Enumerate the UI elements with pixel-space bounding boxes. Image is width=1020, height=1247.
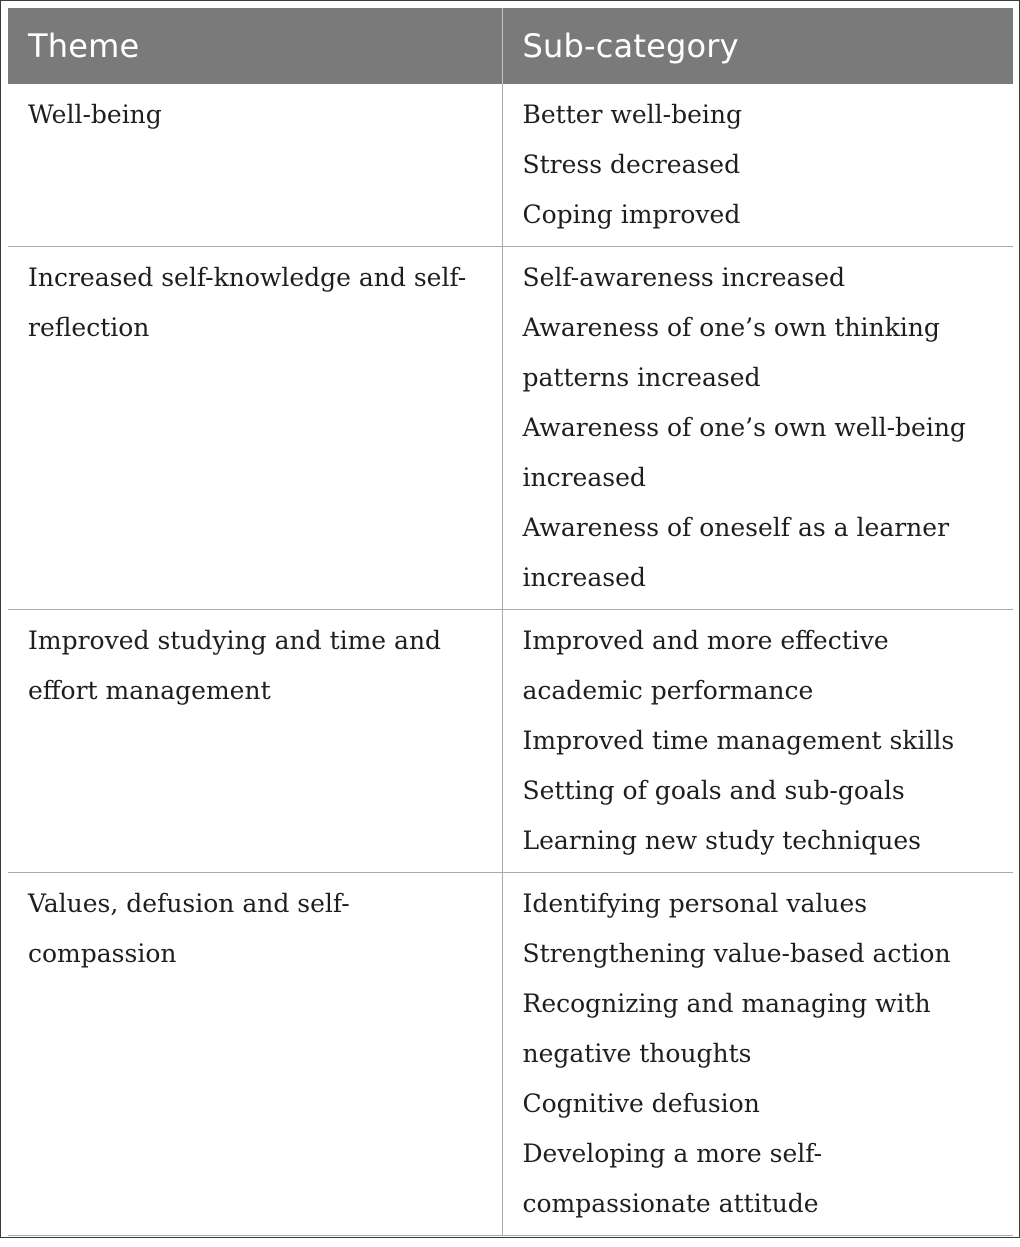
table-row [8,873,1013,1236]
subcategory-item: Recognizing and managing with negative thoughts [522,989,931,1068]
table-header-row [8,8,1013,84]
theme-cell: Well-being [8,84,502,247]
subcategory-item: Improved and more effective academic performance [522,626,889,705]
subcategory-item: Identifying personal values [522,889,868,918]
subcategory-item: Self-awareness increased [522,263,846,292]
subcategory-item: Developing a more self-compassionate attitude [522,1139,823,1218]
theme-cell: Improved studying and time and effort management [8,610,502,873]
theme-cell: Values, defusion and self-compassion [8,873,502,1236]
subcategory-item: Cognitive defusion [522,1089,760,1118]
subcategory-item: Awareness of one’s own well-being increased [522,413,966,492]
subcategory-item: Awareness of one’s own thinking patterns increased [522,313,940,392]
table-row [8,610,1013,873]
subcategory-item: Strengthening value-based action [522,939,951,968]
subcategory-cell [502,247,1013,610]
subcategory-cell [502,84,1013,247]
subcategory-item: Learning new study techniques [522,826,921,855]
subcategory-cell [502,610,1013,873]
subcategory-item: Improved time management skills [522,726,955,755]
subcategory-item: Awareness of oneself as a learner increased [522,513,950,592]
themes-table [8,8,1013,1236]
header-theme: Theme [8,8,502,84]
table-row [8,84,1013,247]
theme-cell: Increased self-knowledge and self-reflection [8,247,502,610]
table-row [8,247,1013,610]
subcategory-item: Setting of goals and sub-goals [522,776,905,805]
header-sub-category: Sub-category [502,8,1013,84]
subcategory-item: Coping improved [522,200,741,229]
subcategory-cell [502,873,1013,1236]
subcategory-item: Stress decreased [522,150,741,179]
subcategory-item: Better well-being [522,100,742,129]
